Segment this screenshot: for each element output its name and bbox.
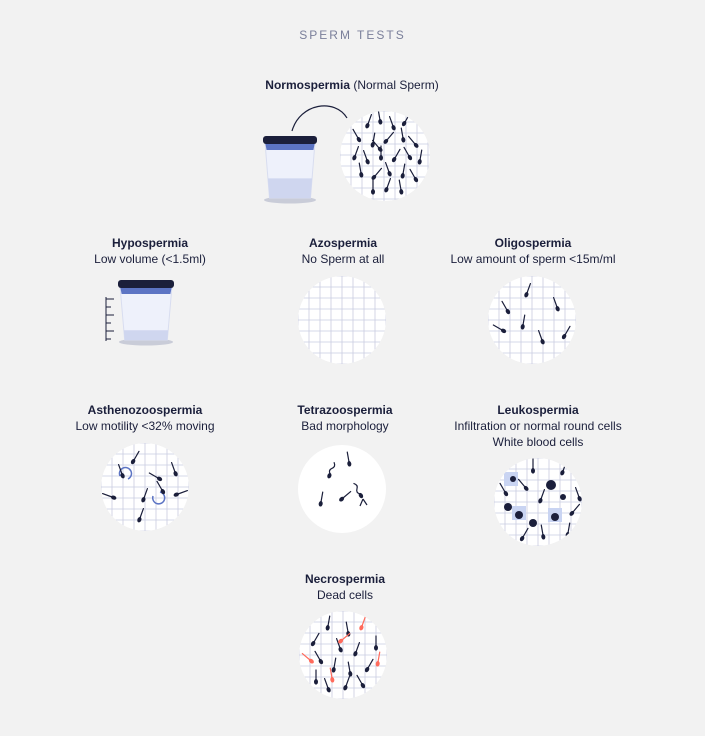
figure-asthenozoospermia: [100, 442, 190, 532]
caption-oligospermia: [413, 235, 653, 267]
microscope-view: [298, 445, 386, 533]
test-desc-oligospermia: Low amount of sperm <15m/ml: [450, 252, 616, 266]
specimen-cup-low-volume: [118, 280, 174, 346]
test-desc-tetrazoospermia: Bad morphology: [301, 419, 389, 433]
test-name-normospermia: Normospermia: [265, 78, 350, 92]
sparse-microscope-view: [488, 276, 576, 364]
necrospermia-illustration: [298, 610, 388, 700]
bad-morphology-view: [298, 445, 386, 533]
low-motility-microscope-view: [101, 443, 189, 531]
test-name-tetrazoospermia: Tetrazoospermia: [297, 403, 393, 417]
specimen-cup: [263, 136, 317, 204]
caption-necrospermia: [225, 571, 465, 603]
test-name-azospermia: Azospermia: [308, 236, 378, 250]
test-desc-necrospermia: Dead cells: [316, 588, 374, 602]
connector-line: [292, 106, 347, 131]
figure-normospermia: [255, 98, 445, 208]
test-name-oligospermia: Oligospermia: [494, 236, 572, 250]
test-name-asthenozoospermia: Asthenozoospermia: [87, 403, 203, 417]
hypospermia-illustration: [100, 275, 180, 350]
test-desc-normospermia: (Normal Sperm): [353, 78, 439, 92]
figure-oligospermia: [487, 275, 577, 365]
normospermia-illustration: [255, 98, 445, 208]
asthenozoospermia-illustration: [100, 442, 190, 532]
round-cell: [515, 511, 523, 519]
test-desc-azospermia: No Sperm at all: [301, 252, 385, 266]
test-desc2-leukospermia: White blood cells: [492, 435, 584, 449]
caption-normospermia: [232, 77, 472, 93]
round-cell: [529, 519, 537, 527]
empty-microscope-view: [298, 276, 386, 364]
figure-azospermia: [297, 275, 387, 365]
test-desc-leukospermia: Infiltration or normal round cells: [454, 419, 622, 433]
dead-cells-microscope-view: [299, 611, 387, 699]
figure-leukospermia: [493, 457, 583, 547]
white-cell-microscope-view: [494, 458, 582, 546]
tetrazoospermia-illustration: [297, 444, 387, 534]
microscope-view: [340, 110, 430, 201]
round-cell: [551, 513, 559, 521]
diagram-title: SPERM TESTS: [299, 28, 406, 42]
round-cell: [560, 494, 566, 500]
test-desc-hypospermia: Low volume (<1.5ml): [94, 252, 206, 266]
round-cell: [510, 476, 516, 482]
test-name-necrospermia: Necrospermia: [304, 572, 386, 586]
figure-necrospermia: [298, 610, 388, 700]
test-name-hypospermia: Hypospermia: [111, 236, 189, 250]
round-cell: [504, 503, 512, 511]
measurement-scale: [106, 297, 114, 341]
azospermia-illustration: [297, 275, 387, 365]
oligospermia-illustration: [487, 275, 577, 365]
leukospermia-illustration: [493, 457, 583, 547]
figure-tetrazoospermia: [297, 444, 387, 534]
figure-hypospermia: [100, 275, 180, 350]
test-name-leukospermia: Leukospermia: [497, 403, 579, 417]
test-desc-asthenozoospermia: Low motility <32% moving: [75, 419, 215, 433]
caption-leukospermia: [418, 402, 658, 450]
round-cell: [546, 480, 556, 490]
